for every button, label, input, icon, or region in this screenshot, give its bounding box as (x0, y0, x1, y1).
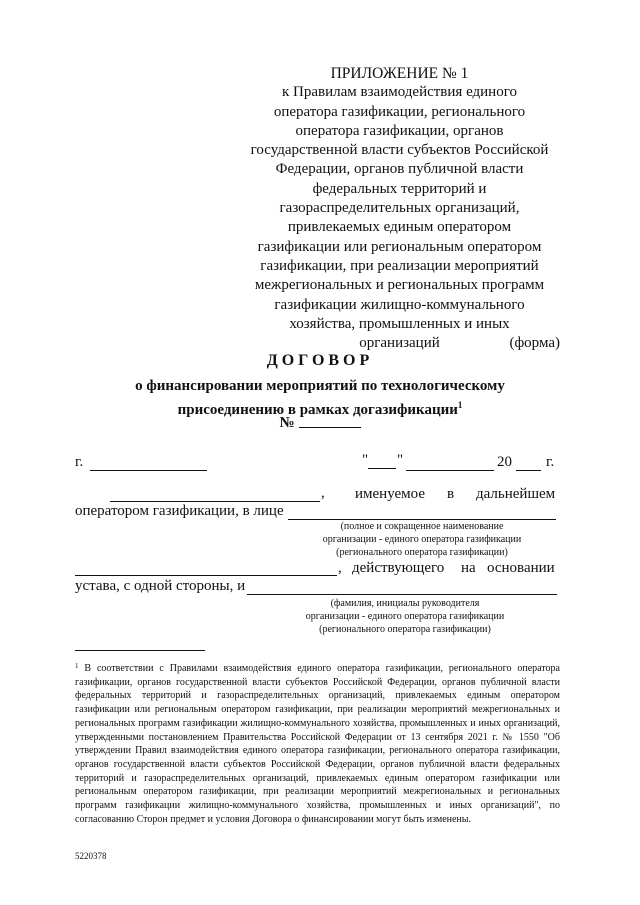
number-blank-line (299, 415, 361, 428)
hint-line: (фамилия, инициалы руководителя (330, 598, 480, 609)
subtitle-line: о финансировании мероприятий по технологическому (135, 378, 505, 394)
hint-line: организации - единого оператора газификации (322, 534, 522, 545)
day-blank-line (368, 468, 396, 469)
appendix-heading: ПРИЛОЖЕНИЕ № 1 (330, 65, 469, 82)
party1-comma: , (321, 485, 325, 501)
party2-word: на (461, 560, 476, 576)
hint-line: (регионального оператора газификации) (319, 624, 491, 635)
hint-line: (полное и сокращенное наименование (340, 521, 504, 532)
document-subtitle (90, 377, 550, 420)
year-blank-line (516, 470, 541, 471)
appendix-line: привлекаемых единым оператором (287, 219, 512, 236)
appendix-line: к Правилам взаимодействия единого (282, 84, 517, 101)
footnote-mark: 1 (75, 662, 79, 670)
party2-hint (275, 597, 535, 636)
number-label: № (279, 415, 295, 431)
party2-role: устава, с одной стороны, и (75, 578, 246, 594)
city-blank-line (90, 470, 207, 471)
party1-role: оператором газификации, в лице (75, 503, 284, 519)
appendix-line: межрегиональных и региональных программ (254, 277, 545, 294)
year-prefix: 20 (497, 454, 512, 470)
city-prefix: г. (75, 454, 84, 470)
appendix-line: государственной власти субъектов Российской (250, 142, 549, 159)
appendix-line: оператора газификации, органов (295, 122, 504, 139)
form-label: (форма) (509, 335, 560, 351)
party2-comma: , (338, 560, 342, 576)
appendix-line: газификации жилищно-коммунального (274, 296, 525, 313)
party2-name-line (75, 575, 337, 576)
footnote-text: В соответствии с Правилами взаимодействия единого оператора газификации, регионального оператора газификации, органов государственной власти субъектов Российской Федерации, органов публичной власти федеральных территорий и газораспределительных организаций, привлекаемых единым оператором газификации или региональным оператором газификации, при реализации мероприятий межрегиональных и региональных программ газификации жилищно-коммунального хозяйства, промышленных и иных организаций, утвержденными постановлением Правительства Российской Федерации от 13 сентября 2021 г. № 1550 "Об утверждении Правил взаимодействия единого оператора газификации, регионального оператора газификации, органов государственной власти субъектов Российской Федерации, органов публичной власти федеральных территорий и газораспределительных организаций, привлекаемых единым оператором газификации или региональным оператором газификации, при реализации мероприятий межрегиональных и региональных программ газификации жилищно-коммунального хозяйства, промышленных и иных организаций", по согласованию Сторон предмет и условия Договора о финансировании могут быть изменены. (75, 663, 560, 825)
appendix-line: Федерации, органов публичной власти (275, 161, 524, 178)
appendix-line: газификации или региональным оператором (257, 238, 542, 255)
party1-word: именуемое (355, 486, 425, 502)
party2-head-line (247, 594, 557, 595)
document-id: 5220378 (75, 851, 107, 861)
quote-close: " (397, 452, 404, 468)
appendix-line: оператора газификации, регионального (273, 103, 526, 120)
quote-open: " (362, 452, 369, 468)
appendix-line: федеральных территорий и (312, 180, 487, 197)
footnote (75, 660, 560, 826)
hint-line: организации - единого оператора газификации (305, 611, 505, 622)
party2-word: действующего (352, 560, 445, 576)
appendix-line: хозяйства, промышленных и иных (289, 315, 510, 332)
party2-word: основании (487, 560, 555, 576)
appendix-header (232, 64, 567, 353)
appendix-line: газораспределительных организаций, (279, 200, 520, 217)
document-title: ДОГОВОР (266, 352, 374, 369)
month-blank-line (406, 470, 494, 471)
appendix-line: организаций (359, 335, 440, 352)
party1-word: в (447, 486, 455, 502)
subtitle-line: присоединению в рамках догазификации (177, 402, 458, 418)
hint-line: (регионального оператора газификации) (336, 547, 508, 558)
party1-word: дальнейшем (476, 486, 556, 502)
appendix-line: газификации, при реализации мероприятий (260, 257, 539, 274)
contract-number (0, 415, 640, 432)
year-suffix: г. (546, 454, 555, 470)
footnote-divider (75, 650, 205, 651)
party1-hint (288, 520, 556, 559)
footnote-ref: 1 (457, 400, 463, 410)
party1-name-line (110, 501, 320, 502)
